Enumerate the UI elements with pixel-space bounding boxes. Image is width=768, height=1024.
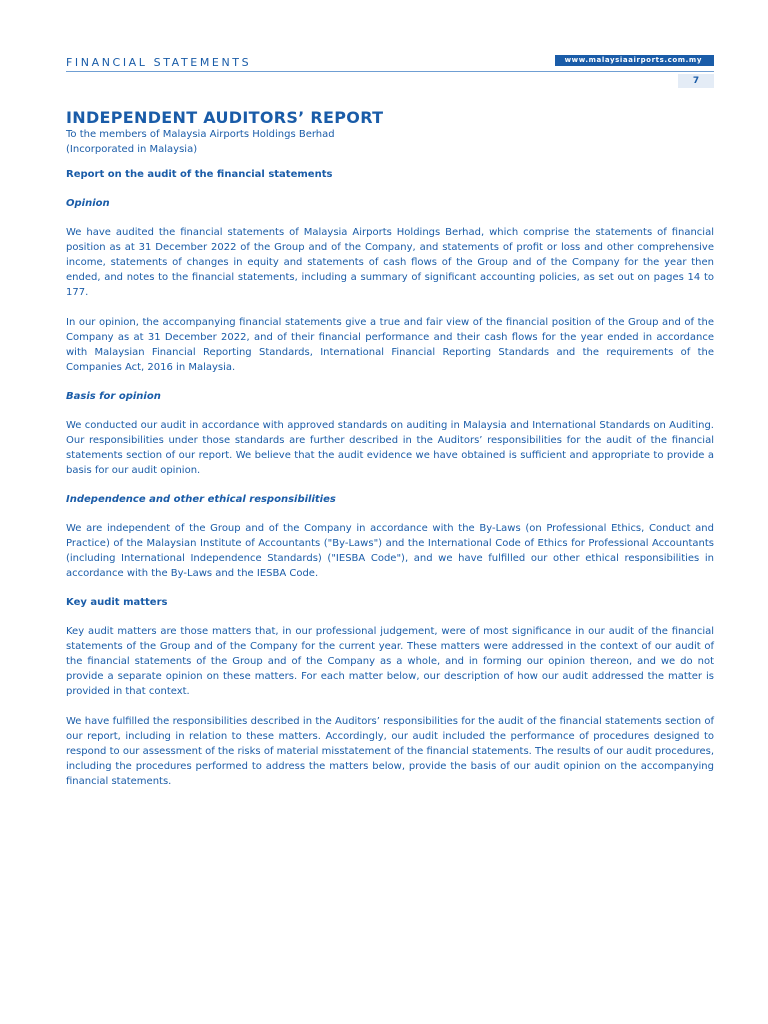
independence-heading: Independence and other ethical responsibilities: [66, 494, 336, 505]
key-audit-matters-paragraph-2: We have fulfilled the responsibilities described in the Auditors’ responsibilities for the audit of the financial statements section of our report, including in relation to these matters. Accordingly, our audit included the performance of procedures designed to respond to our assessment of the risks of material misstatement of the financial statements. The results of our audit procedures, including the procedures performed to address the matters below, provide the basis of our audit opinion on the accompanying financial statements.: [66, 716, 714, 787]
opinion-paragraph-1: We have audited the financial statements of Malaysia Airports Holdings Berhad, which comprise the statements of financial position as at 31 December 2022 of the Group and of the Company, and statements of profit or loss and other comprehensive income, statements of changes in equity and statements of cash flows of the Group and of the Company for the year then ended, and notes to the financial statements, including a summary of significant accounting policies, as set out on pages 14 to 177.: [66, 227, 714, 298]
main-heading: Report on the audit of the financial statements: [66, 169, 333, 180]
section-label: FINANCIAL STATEMENTS: [66, 56, 252, 69]
opinion-paragraph-2: In our opinion, the accompanying financial statements give a true and fair view of the financial position of the Group and of the Company as at 31 December 2022, and of their financial performance and their cash flows for the year ended in accordance with Malaysian Financial Reporting Standards, International Financial Reporting Standards and the requirements of the Companies Act, 2016 in Malaysia.: [66, 317, 714, 373]
key-audit-matters-paragraph-1: Key audit matters are those matters that, in our professional judgement, were of most significance in our audit of the financial statements of the Group and of the Company for the current year. These matters were addressed in the context of our audit of the financial statements of the Group and of the Company as a whole, and in forming our opinion thereon, and we do not provide a separate opinion on these matters. For each matter below, our description of how our audit addressed the matter is provided in that context.: [66, 626, 714, 697]
incorporation-note: (Incorporated in Malaysia): [66, 144, 198, 155]
page-title: INDEPENDENT AUDITORS’ REPORT: [66, 108, 384, 127]
basis-heading: Basis for opinion: [66, 391, 161, 402]
page-number: 7: [678, 74, 714, 88]
website-link[interactable]: www.malaysiaairports.com.my: [555, 55, 714, 66]
report-body: [66, 108, 714, 789]
header-divider: [66, 71, 714, 72]
addressee: To the members of Malaysia Airports Holdings Berhad: [66, 129, 335, 140]
key-audit-matters-heading: Key audit matters: [66, 597, 168, 608]
independence-paragraph: We are independent of the Group and of the Company in accordance with the By-Laws (on Professional Ethics, Conduct and Practice) of the Malaysian Institute of Accountants ("By-Laws") and the International Code of Ethics for Professional Accountants (including International Independence Standards) ("IESBA Code"), and we have fulfilled our other ethical responsibilities in accordance with the By-Laws and the IESBA Code.: [66, 523, 714, 579]
basis-paragraph: We conducted our audit in accordance with approved standards on auditing in Malaysia and International Standards on Auditing. Our responsibilities under those standards are further described in the Auditors’ responsibilities for the audit of the financial statements section of our report. We believe that the audit evidence we have obtained is sufficient and appropriate to provide a basis for our audit opinion.: [66, 420, 714, 476]
opinion-heading: Opinion: [66, 198, 110, 209]
